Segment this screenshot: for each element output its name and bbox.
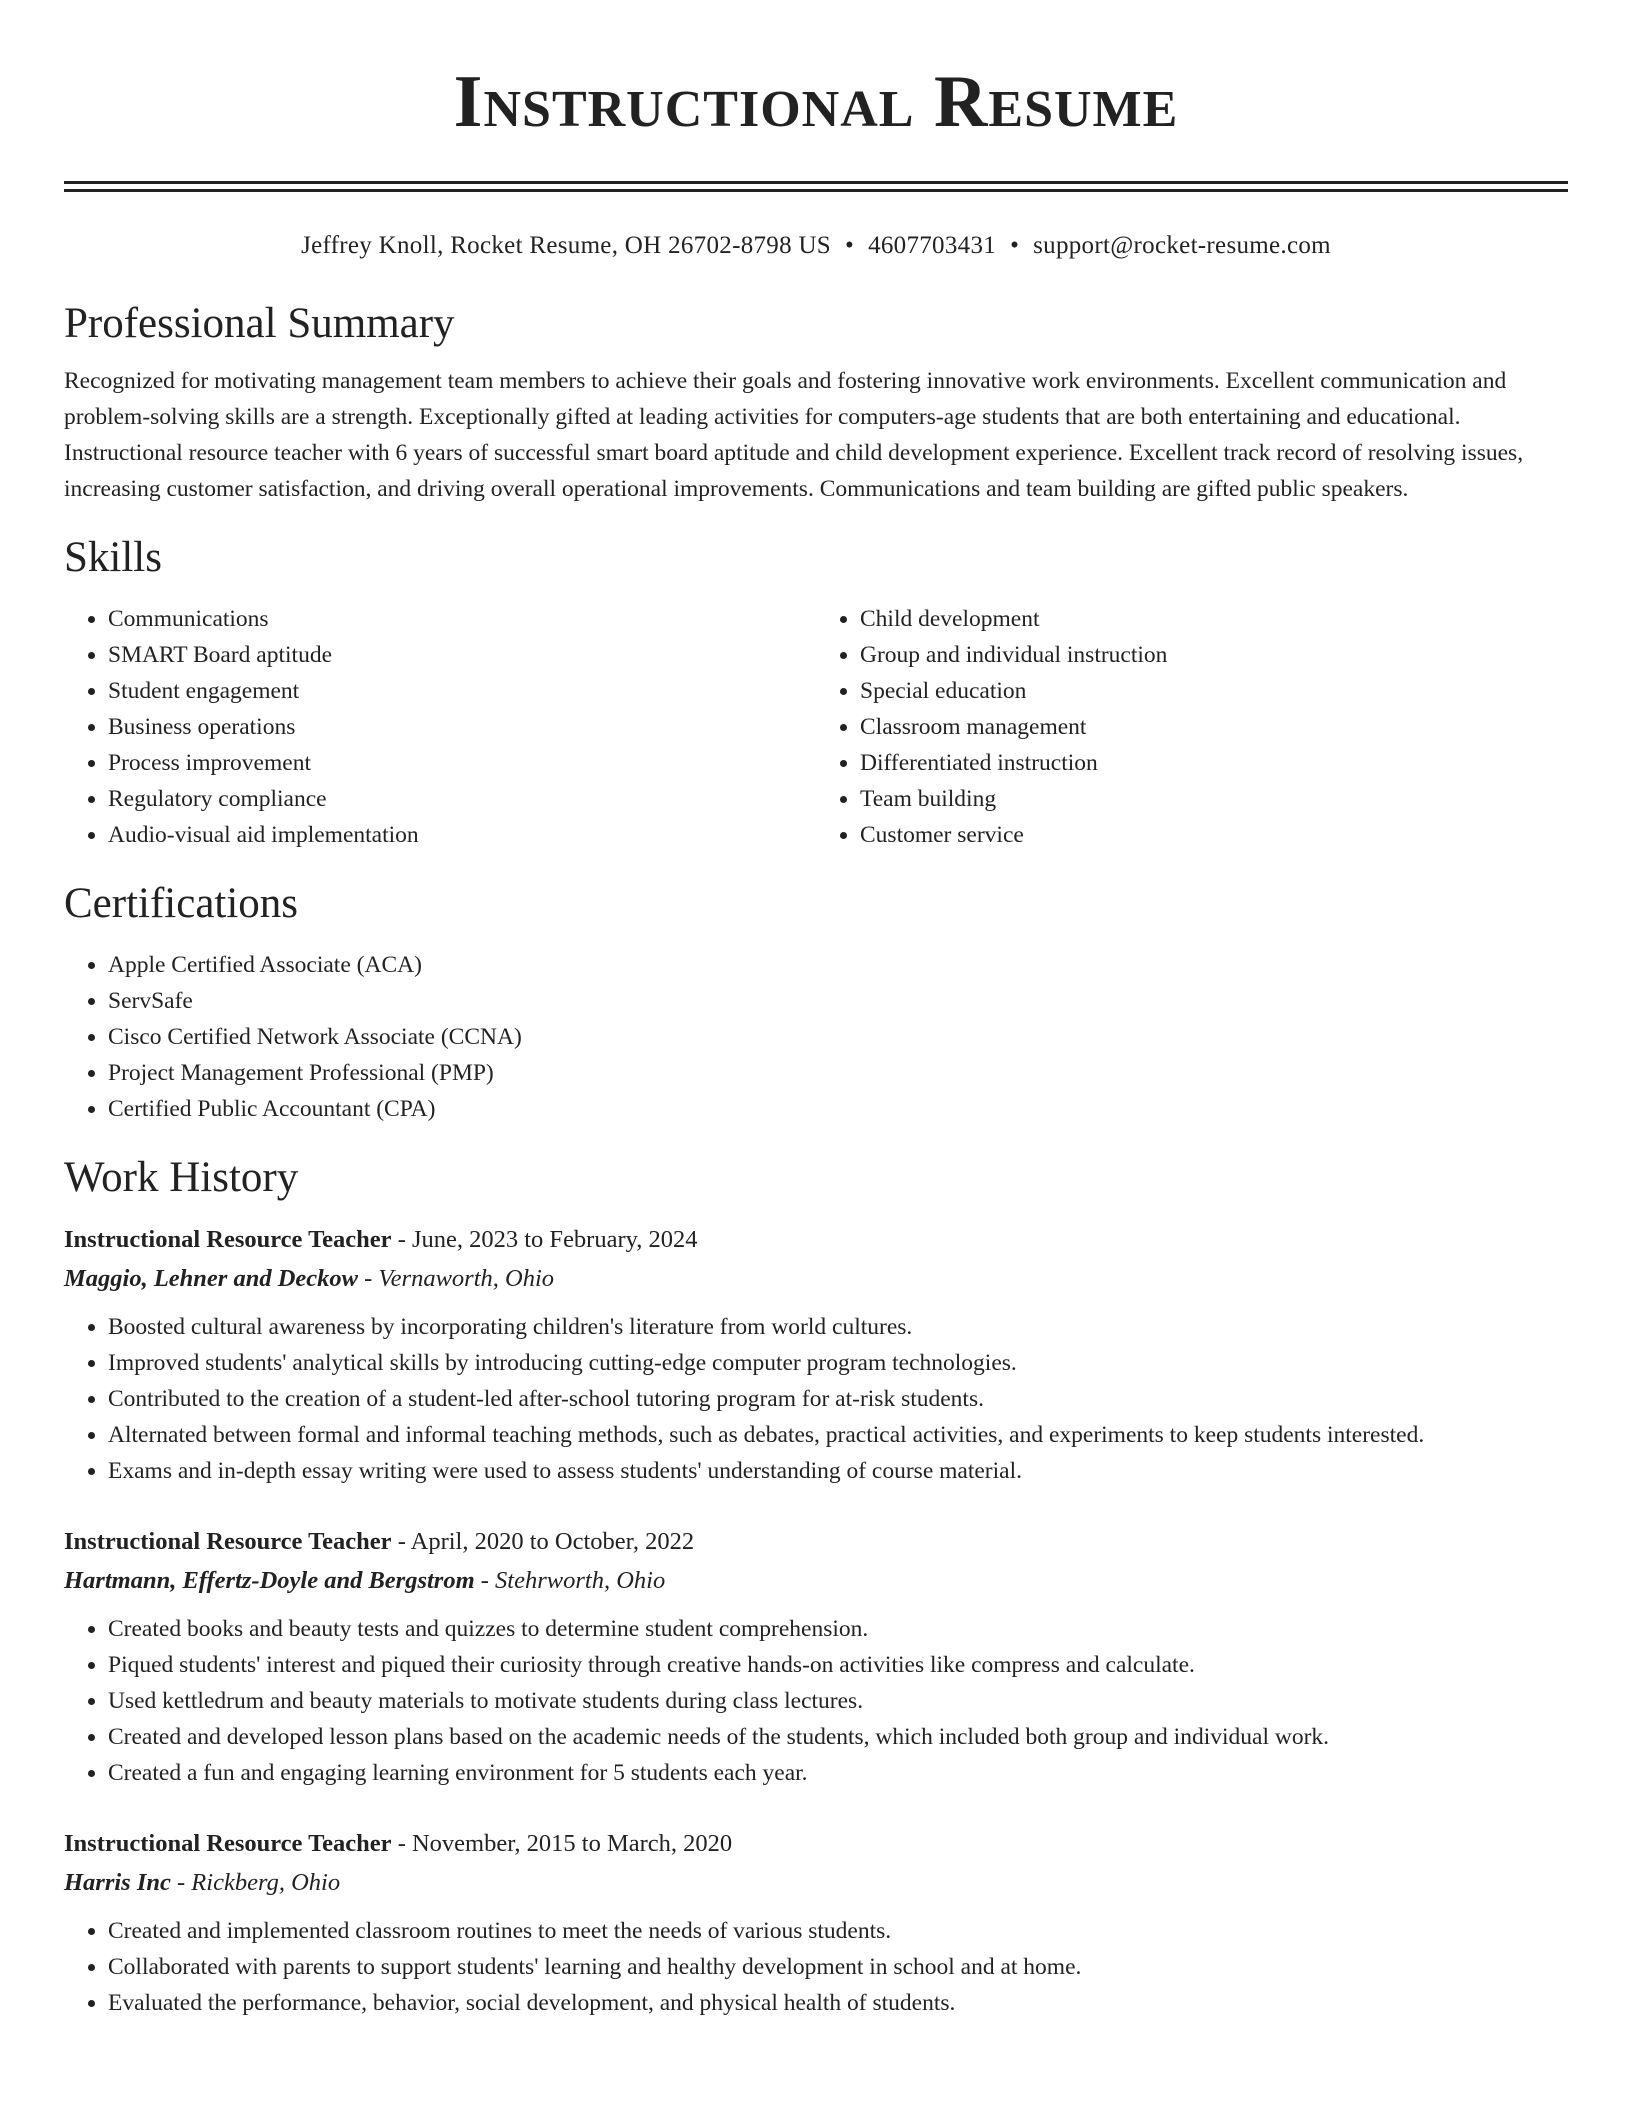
- skill-item: • Special education: [860, 673, 1568, 709]
- job-title-line: [64, 1523, 1568, 1561]
- job-location: - Stehrworth, Ohio: [474, 1567, 666, 1594]
- certification-item: • Apple Certified Associate (ACA): [108, 947, 1568, 983]
- certifications-section: [64, 877, 1568, 1127]
- job-bullets: [64, 1309, 1568, 1489]
- skill-item: • Team building: [860, 781, 1568, 817]
- job-entry: [64, 1221, 1568, 1489]
- certification-item: • Cisco Certified Network Associate (CCNA): [108, 1019, 1568, 1055]
- skill-item: • Differentiated instruction: [860, 745, 1568, 781]
- job-bullet: • Created a fun and engaging learning environment for 5 students each year.: [108, 1755, 1568, 1791]
- job-title-line: [64, 1825, 1568, 1863]
- skills-section: [64, 531, 1568, 853]
- contact-name-address: Jeffrey Knoll, Rocket Resume, OH 26702-8798 US: [301, 232, 831, 259]
- skills-list-left: [64, 601, 816, 853]
- job-title: Instructional Resource Teacher: [64, 1528, 392, 1555]
- contact-email: support@rocket-resume.com: [1033, 232, 1331, 259]
- job-dates: - November, 2015 to March, 2020: [391, 1830, 733, 1857]
- job-dates: - April, 2020 to October, 2022: [391, 1528, 695, 1555]
- contact-phone: 4607703431: [868, 232, 997, 259]
- skill-item: • Business operations: [108, 709, 816, 745]
- work-history-heading: Work History: [64, 1154, 299, 1201]
- skill-item: • SMART Board aptitude: [108, 637, 816, 673]
- skill-item: • Audio-visual aid implementation: [108, 817, 816, 853]
- title-divider: [64, 181, 1568, 192]
- contact-line: [64, 229, 1568, 263]
- skill-item: • Process improvement: [108, 745, 816, 781]
- job-company: Harris Inc: [64, 1869, 171, 1896]
- certification-item: • ServSafe: [108, 983, 1568, 1019]
- job-bullet: • Created and implemented classroom routines to meet the needs of various students.: [108, 1913, 1568, 1949]
- contact-separator: •: [845, 232, 855, 259]
- job-bullet: • Created and developed lesson plans based on the academic needs of the students, which included both group and individual work.: [108, 1719, 1568, 1755]
- job-bullet: • Boosted cultural awareness by incorporating children's literature from world cultures.: [108, 1309, 1568, 1345]
- job-bullet: • Created books and beauty tests and quizzes to determine student comprehension.: [108, 1611, 1568, 1647]
- skill-item: • Student engagement: [108, 673, 816, 709]
- job-entry: [64, 1523, 1568, 1791]
- work-history-section: [64, 1151, 1568, 2021]
- job-company-line: [64, 1863, 1568, 1903]
- skills-list-right: [816, 601, 1568, 853]
- skill-item: • Classroom management: [860, 709, 1568, 745]
- certifications-list: [64, 947, 1568, 1127]
- job-company-line: [64, 1259, 1568, 1299]
- summary-text: Recognized for motivating management team members to achieve their goals and fostering innovative work environments. Excellent communication and problem-solving skills are a strength. Exceptionally gifted at leading activities for computers-age students that are both entertaining and educational. Instructional resource teacher with 6 years of successful smart board aptitude and child development experience. Excellent track record of resolving issues, increasing customer satisfaction, and driving overall operational improvements. Communications and team building are gifted public speakers.: [64, 368, 1524, 502]
- skill-item: • Child development: [860, 601, 1568, 637]
- job-entry: [64, 1825, 1568, 2021]
- contact-separator: •: [1010, 232, 1020, 259]
- job-location: - Vernaworth, Ohio: [358, 1265, 554, 1292]
- job-location: - Rickberg, Ohio: [170, 1869, 341, 1896]
- job-bullet: • Improved students' analytical skills by introducing cutting-edge computer program technologies.: [108, 1345, 1568, 1381]
- job-bullet: • Contributed to the creation of a student-led after-school tutoring program for at-risk students.: [108, 1381, 1568, 1417]
- job-bullets: [64, 1611, 1568, 1791]
- skill-item: • Regulatory compliance: [108, 781, 816, 817]
- job-bullets: [64, 1913, 1568, 2021]
- resume-title: Instructional Resume: [453, 61, 1179, 143]
- skill-item: • Communications: [108, 601, 816, 637]
- job-bullet: • Evaluated the performance, behavior, social development, and physical health of students.: [108, 1985, 1568, 2021]
- job-company: Hartmann, Effertz-Doyle and Bergstrom: [64, 1567, 475, 1594]
- certification-item: • Certified Public Accountant (CPA): [108, 1091, 1568, 1127]
- skills-columns: [64, 601, 1568, 853]
- summary-section: [64, 297, 1568, 507]
- job-dates: - June, 2023 to February, 2024: [391, 1226, 698, 1253]
- job-bullet: • Piqued students' interest and piqued their curiosity through creative hands-on activities like compress and calculate.: [108, 1647, 1568, 1683]
- job-company: Maggio, Lehner and Deckow: [64, 1265, 358, 1292]
- summary-heading: Professional Summary: [64, 300, 455, 347]
- job-bullet: • Collaborated with parents to support students' learning and healthy development in school and at home.: [108, 1949, 1568, 1985]
- job-title: Instructional Resource Teacher: [64, 1226, 392, 1253]
- job-title: Instructional Resource Teacher: [64, 1830, 392, 1857]
- job-company-line: [64, 1561, 1568, 1601]
- job-bullet: • Exams and in-depth essay writing were used to assess students' understanding of course material.: [108, 1453, 1568, 1489]
- skill-item: • Group and individual instruction: [860, 637, 1568, 673]
- job-bullet: • Alternated between formal and informal teaching methods, such as debates, practical activities, and experiments to keep students interested.: [108, 1417, 1568, 1453]
- job-bullet: • Used kettledrum and beauty materials to motivate students during class lectures.: [108, 1683, 1568, 1719]
- certification-item: • Project Management Professional (PMP): [108, 1055, 1568, 1091]
- job-title-line: [64, 1221, 1568, 1259]
- skill-item: • Customer service: [860, 817, 1568, 853]
- skills-heading: Skills: [64, 534, 162, 581]
- certifications-heading: Certifications: [64, 880, 299, 927]
